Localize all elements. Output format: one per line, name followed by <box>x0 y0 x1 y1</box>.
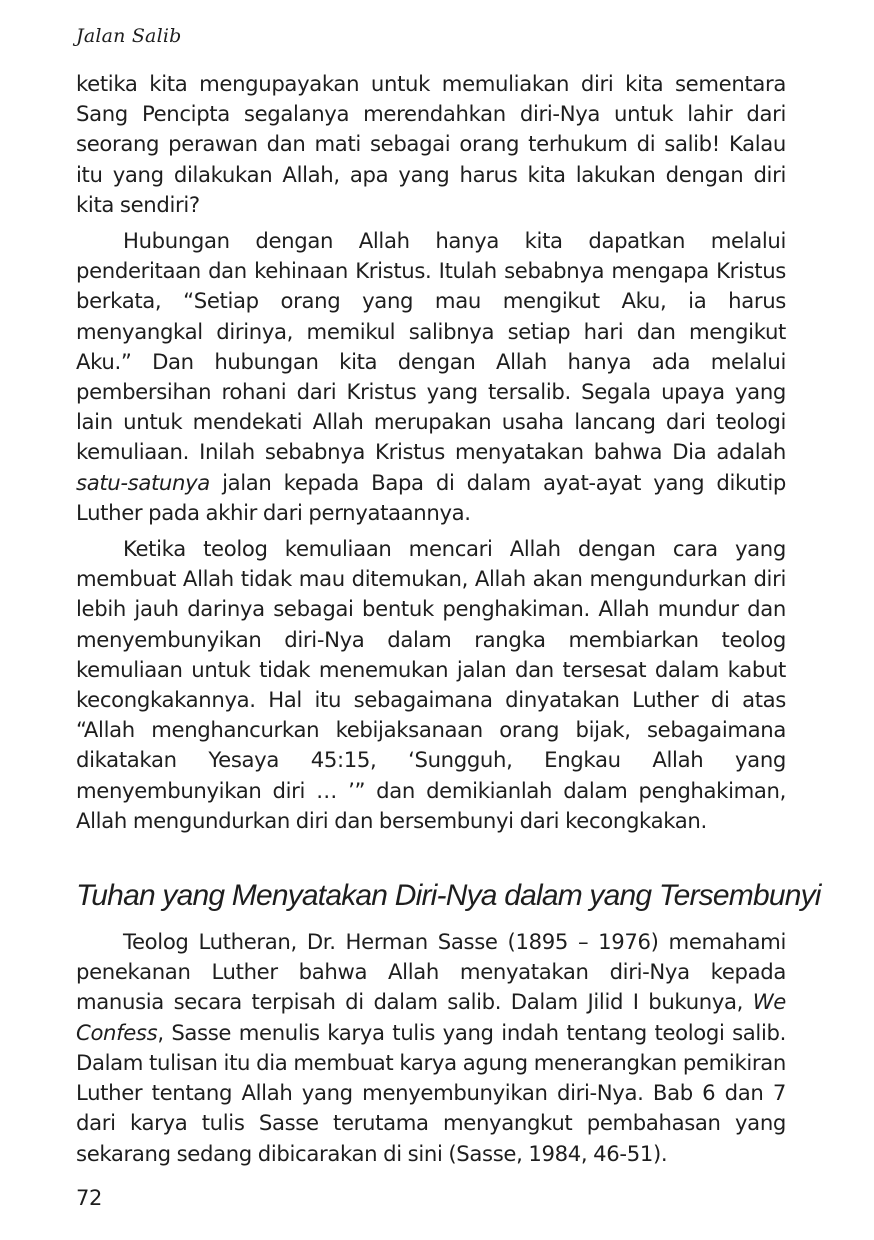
paragraph-4-text-start: Teolog Lutheran, Dr. Herman Sasse (1895 – 1976) memahami penekanan Luther bahwa Allah menyatakan diri-Nya kepada manusia secara terpisah di dalam salib. Dalam Jilid I bukunya, <box>76 929 786 1015</box>
page-body <box>76 69 821 1169</box>
page-number: 72 <box>76 1186 103 1210</box>
paragraph-4 <box>76 927 786 1169</box>
paragraph-1: ketika kita mengupayakan untuk memuliakan diri kita sementara Sang Pencipta segalanya merendahkan diri-Nya untuk lahir dari seorang perawan dan mati sebagai orang terhukum di salib! Kalau itu yang dilakukan Allah, apa yang harus kita lakukan dengan diri kita sendiri? <box>76 71 786 217</box>
paragraph-2-text-end: jalan kepada Bapa di dalam ayat-ayat yang dikutip Luther pada akhir dari pernyataannya. <box>76 469 786 525</box>
section-heading: Tuhan yang Menyatakan Diri-Nya dalam yang Tersembunyi <box>76 879 821 913</box>
paragraph-4-book-title: We Confess <box>76 989 786 1045</box>
paragraph-2-text-start: Hubungan dengan Allah hanya kita dapatkan melalui penderitaan dan kehinaan Kristus. Itulah sebabnya mengapa Kristus berkata, “Setiap orang yang mau mengikut Aku, ia harus menyangkal dirinya, memikul salibnya setiap hari dan mengikut Aku.” Dan hubungan kita dengan Allah hanya ada melalui pembersihan rohani dari Kristus yang tersalib. Segala upaya yang lain untuk mendekati Allah merupakan usaha lancang dari teologi kemuliaan. Inilah sebabnya Kristus menyatakan bahwa Dia adalah <box>76 228 786 465</box>
paragraph-3: Ketika teolog kemuliaan mencari Allah dengan cara yang membuat Allah tidak mau ditemukan, Allah akan mengundurkan diri lebih jauh darinya sebagai bentuk penghakiman. Allah mundur dan menyembunyikan diri-Nya dalam rangka membiarkan teolog kemuliaan untuk tidak menemukan jalan dan tersesat dalam kabut kecongkakannya. Hal itu sebagaimana dinyatakan Luther di atas “Allah menghancurkan kebijaksanaan orang bijak, sebagaimana dikatakan Yesaya 45:15, ‘Sungguh, Engkau Allah yang menyembunyikan diri … ’” dan demikianlah dalam penghakiman, Allah mengundurkan diri dan bersembunyi dari kecongkakan. <box>76 536 786 833</box>
paragraph-4-text-end: , Sasse menulis karya tulis yang indah tentang teologi salib. Dalam tulisan itu dia membuat karya agung menerangkan pemikiran Luther tentang Allah yang menyembunyikan diri-Nya. Bab 6 dan 7 dari karya tulis Sasse terutama menyangkut pembahasan yang sekarang sedang dibicarakan di sini (Sasse, 1984, 46-51). <box>76 1019 786 1166</box>
running-header-title: Jalan Salib <box>76 25 182 47</box>
paragraph-2 <box>76 226 786 528</box>
paragraph-2-emphasis: satu-satunya <box>76 469 210 495</box>
